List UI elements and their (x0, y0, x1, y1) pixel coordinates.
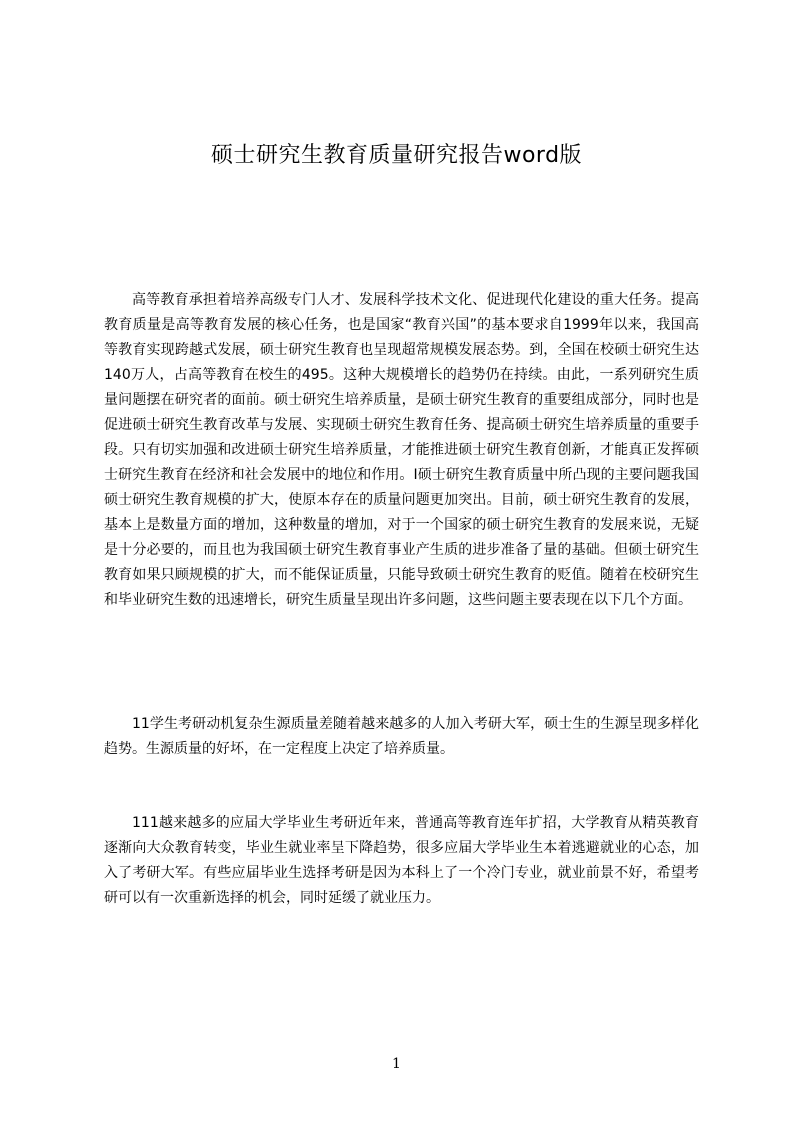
document-title: 硕士研究生教育质量研究报告word版 (210, 143, 583, 168)
paragraph-text: 11学生考研动机复杂生源质量差随着越来越多的人加入考研大军，硕士生的生源呈现多样化趋势。生源质量的好坏，在一定程度上决定了培养质量。 (104, 716, 699, 757)
paragraph-text: 111越来越多的应届大学毕业生考研近年来，普通高等教育连年扩招，大学教育从精英教育逐渐向大众教育转变，毕业生就业率呈下降趋势，很多应届大学毕业生本着逃避就业的心态，加入了考研大军。有些应届毕业生选择考研是因为本科上了一个冷门专业，就业前景不好，希望考研可以有一次重新选择的机会，同时延缓了就业压力。 (104, 815, 699, 906)
paragraph-section-1-1 (104, 712, 699, 762)
page-number: 1 (392, 1056, 401, 1072)
paragraph-section-1-1-1 (104, 811, 699, 911)
paragraph-text: 高等教育承担着培养高级专门人才、发展科学技术文化、促进现代化建设的重大任务。提高教育质量是高等教育发展的核心任务，也是国家“教育兴国”的基本要求自1999年以来，我国高等教育实现跨越式发展，硕士研究生教育也呈现超常规模发展态势。到，全国在校硕士研究生达140万人，占高等教育在校生的495。这种大规模增长的趋势仍在持续。由此，一系列研究生质量问题摆在研究者的面前。硕士研究生培养质量，是硕士研究生教育的重要组成部分，同时也是促进硕士研究生教育改革与发展、实现硕士研究生教育任务、提高硕士研究生培养质量的重要手段。只有切实加强和改进硕士研究生培养质量，才能推进硕士研究生教育创新，才能真正发挥硕士研究生教育在经济和社会发展中的地位和作用。I硕士研究生教育质量中所凸现的主要问题我国硕士研究生教育规模的扩大，使原本存在的质量问题更加突出。目前，硕士研究生教育的发展，基本上是数量方面的增加，这种数量的增加，对于一个国家的硕士研究生教育的发展来说，无疑是十分必要的，而且也为我国硕士研究生教育事业产生质的进步准备了量的基础。但硕士研究生教育如果只顾规模的扩大，而不能保证质量，只能导致硕士研究生教育的贬值。随着在校研究生和毕业研究生数的迅速增长，研究生质量呈现出许多问题，这些问题主要表现在以下几个方面。 (104, 292, 699, 608)
paragraph-introduction (104, 288, 699, 613)
